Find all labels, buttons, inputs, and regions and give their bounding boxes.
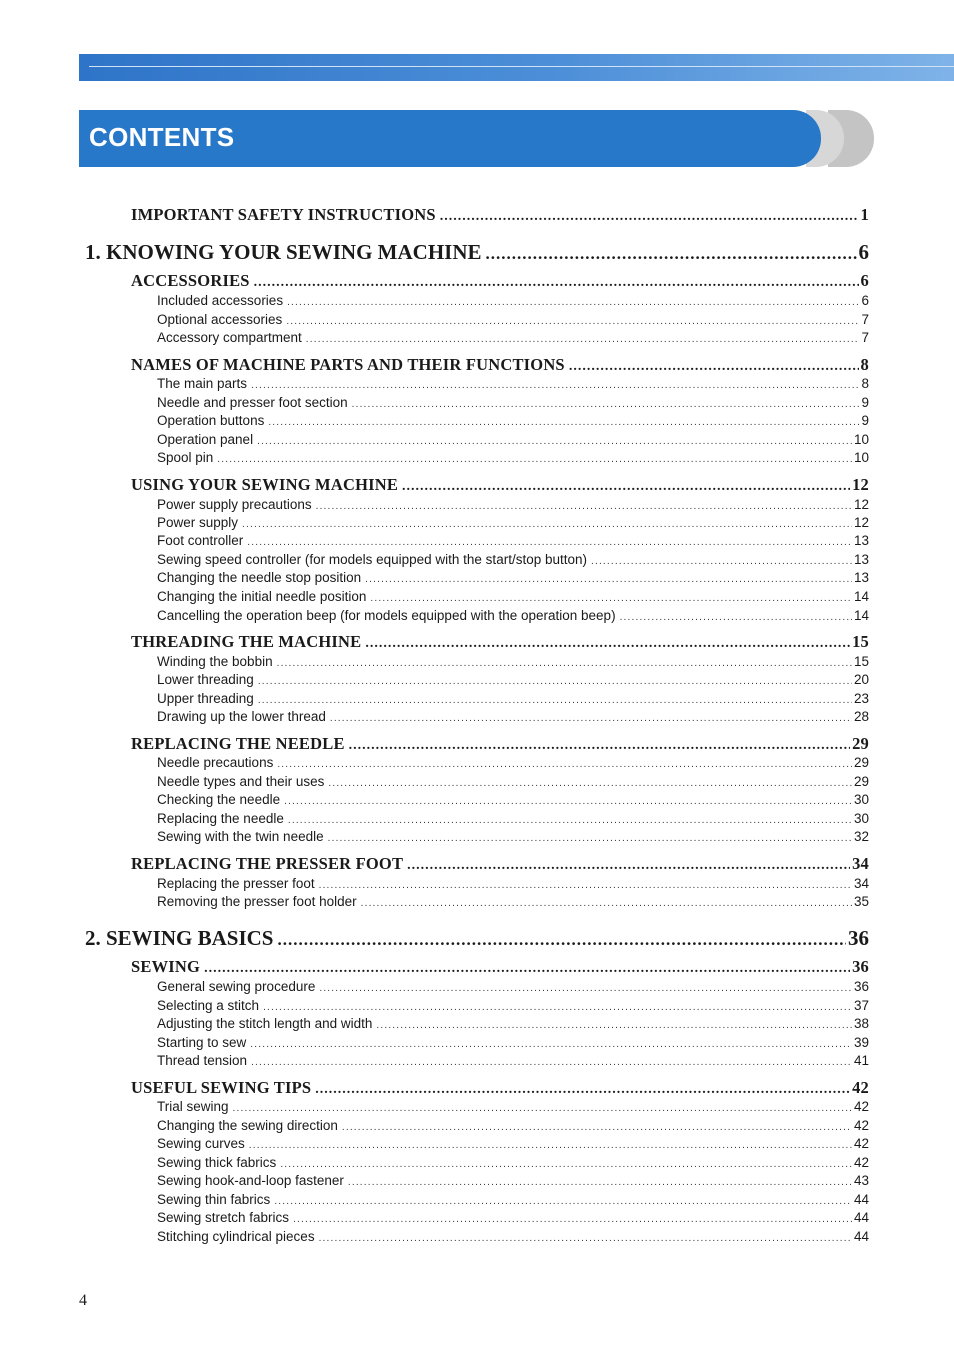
toc-entry-page: 42 <box>853 1118 869 1133</box>
dot-leader <box>287 297 859 308</box>
toc-entry-title: SEWING <box>131 957 201 976</box>
toc-entry-title: Operation buttons <box>157 413 265 428</box>
dot-leader <box>330 713 852 724</box>
toc-section[interactable] <box>131 957 869 978</box>
toc-entry-title: Starting to sew <box>157 1035 247 1050</box>
toc-entry-title: Adjusting the stitch length and width <box>157 1016 373 1031</box>
toc-item[interactable] <box>157 552 869 570</box>
toc-entry-page: 42 <box>853 1155 869 1170</box>
toc-entry-page: 12 <box>853 497 869 512</box>
dot-leader <box>250 1039 852 1050</box>
toc-entry-title: Needle precautions <box>157 755 274 770</box>
dot-leader <box>288 815 852 826</box>
toc-item[interactable] <box>157 293 869 311</box>
toc-entry-page: 28 <box>853 709 869 724</box>
dot-leader <box>365 636 850 652</box>
toc-section[interactable] <box>131 854 869 875</box>
toc-entry-title: 1. KNOWING YOUR SEWING MACHINE <box>85 240 482 264</box>
toc-entry-page: 14 <box>853 589 869 604</box>
toc-item[interactable] <box>157 691 869 709</box>
toc-item[interactable] <box>157 1210 869 1228</box>
toc-item[interactable] <box>157 774 869 792</box>
toc-entry-page: 29 <box>852 734 869 753</box>
toc-entry-page: 44 <box>853 1210 869 1225</box>
toc-entry-page: 30 <box>853 811 869 826</box>
dot-leader <box>316 501 852 512</box>
dot-leader <box>257 436 852 447</box>
toc-entry-title: Thread tension <box>157 1053 248 1068</box>
toc-entry-title: Sewing stretch fabrics <box>157 1210 290 1225</box>
toc-item[interactable] <box>157 1118 869 1136</box>
toc-entry-title: Sewing thick fabrics <box>157 1155 277 1170</box>
toc-entry-page: 12 <box>853 515 869 530</box>
toc-section[interactable] <box>131 1078 869 1099</box>
toc-item[interactable] <box>157 1016 869 1034</box>
dot-leader <box>328 833 852 844</box>
toc-entry-title: Removing the presser foot holder <box>157 894 357 909</box>
toc-item[interactable] <box>157 1229 869 1247</box>
toc-item[interactable] <box>157 1035 869 1053</box>
toc-entry-page: 20 <box>853 672 869 687</box>
toc-entry-page: 32 <box>853 829 869 844</box>
toc-entry-page: 14 <box>853 608 869 623</box>
toc-item[interactable] <box>157 589 869 607</box>
page-title: CONTENTS <box>89 122 235 152</box>
toc-entry-page: 8 <box>861 376 869 391</box>
toc-section[interactable] <box>131 632 869 653</box>
dot-leader <box>280 1159 852 1170</box>
toc-entry-title: Winding the bobbin <box>157 654 273 669</box>
toc-entry-page: 9 <box>861 413 869 428</box>
toc-item[interactable] <box>157 709 869 727</box>
toc-entry-page: 42 <box>853 1099 869 1114</box>
toc-entry-title: Power supply <box>157 515 239 530</box>
toc-item[interactable] <box>157 654 869 672</box>
toc-item[interactable] <box>157 1155 869 1173</box>
toc-item[interactable] <box>157 1136 869 1154</box>
dot-leader <box>284 796 852 807</box>
dot-leader <box>249 1140 852 1151</box>
dot-leader <box>402 479 850 495</box>
toc-entry-page: 41 <box>853 1053 869 1068</box>
dot-leader <box>620 612 852 623</box>
toc-entry-page: 15 <box>853 654 869 669</box>
toc-entry-page: 6 <box>858 240 869 264</box>
toc-entry-page: 34 <box>852 854 869 873</box>
dot-leader <box>342 1122 852 1133</box>
dot-leader <box>251 380 859 391</box>
toc-item[interactable] <box>157 376 869 394</box>
toc-entry-title: Replacing the needle <box>157 811 284 826</box>
toc-item[interactable] <box>157 1173 869 1191</box>
toc-entry-title: Replacing the presser foot <box>157 876 315 891</box>
dot-leader <box>277 930 846 950</box>
toc-entry-title: Included accessories <box>157 293 284 308</box>
toc-item[interactable] <box>157 312 869 330</box>
dot-leader <box>233 1103 852 1114</box>
toc-entry-page: 36 <box>853 979 869 994</box>
toc-entry-title: Needle and presser foot section <box>157 395 348 410</box>
toc-entry-page: 13 <box>853 533 869 548</box>
toc-item[interactable] <box>157 1192 869 1210</box>
toc-item[interactable] <box>157 450 869 468</box>
toc-entry-title: Stitching cylindrical pieces <box>157 1229 315 1244</box>
toc-entry-page: 1 <box>860 205 869 224</box>
toc-entry-title: REPLACING THE NEEDLE <box>131 734 345 753</box>
toc-entry-title: 2. SEWING BASICS <box>85 926 274 950</box>
dot-leader <box>293 1214 852 1225</box>
toc-entry-page: 10 <box>853 432 869 447</box>
toc-entry-page: 29 <box>853 774 869 789</box>
toc-entry-title: Changing the sewing direction <box>157 1118 338 1133</box>
dot-leader <box>569 359 859 375</box>
dot-leader <box>319 983 852 994</box>
toc-section[interactable] <box>131 475 869 496</box>
toc-entry-page: 7 <box>861 312 869 327</box>
toc-section[interactable] <box>131 355 869 376</box>
toc-item[interactable] <box>157 608 869 626</box>
dot-leader <box>319 880 852 891</box>
toc-item[interactable] <box>157 755 869 773</box>
toc-entry-page: 6 <box>861 293 869 308</box>
toc-entry-page: 37 <box>853 998 869 1013</box>
dot-leader <box>348 1177 852 1188</box>
dot-leader <box>440 209 859 225</box>
dot-leader <box>361 898 852 909</box>
dot-leader <box>376 1020 852 1031</box>
toc-entry-page: 6 <box>860 271 869 290</box>
toc-entry-page: 29 <box>853 755 869 770</box>
toc-entry-page: 13 <box>853 552 869 567</box>
toc-item[interactable] <box>157 979 869 997</box>
dot-leader <box>258 676 852 687</box>
toc-entry-title: USEFUL SEWING TIPS <box>131 1078 312 1097</box>
dot-leader <box>263 1002 852 1013</box>
toc-entry-title: Drawing up the lower thread <box>157 709 326 724</box>
toc-entry-page: 35 <box>853 894 869 909</box>
toc-entry-title: NAMES OF MACHINE PARTS AND THEIR FUNCTIONS <box>131 355 565 374</box>
dot-leader <box>242 519 852 530</box>
dot-leader <box>407 858 850 874</box>
dot-leader <box>591 556 852 567</box>
dot-leader <box>306 334 860 345</box>
toc-section[interactable] <box>131 271 869 292</box>
dot-leader <box>365 574 852 585</box>
dot-leader <box>268 417 859 428</box>
toc-entry-title: Sewing curves <box>157 1136 245 1151</box>
toc-entry-title: Lower threading <box>157 672 254 687</box>
toc-item[interactable] <box>157 570 869 588</box>
toc-chapter[interactable] <box>85 240 869 266</box>
dot-leader <box>217 454 852 465</box>
toc-entry-page: 34 <box>853 876 869 891</box>
toc-entry-title: Optional accessories <box>157 312 283 327</box>
toc-entry-title: Sewing hook-and-loop fastener <box>157 1173 344 1188</box>
toc-item[interactable] <box>157 1053 869 1071</box>
dot-leader <box>247 537 852 548</box>
toc-item[interactable] <box>157 533 869 551</box>
toc-section[interactable] <box>131 734 869 755</box>
toc-item[interactable] <box>157 998 869 1016</box>
toc-entry-title: Sewing speed controller (for models equipped with the start/stop button) <box>157 552 587 567</box>
toc-entry-title: Foot controller <box>157 533 244 548</box>
toc-entry-title: Changing the needle stop position <box>157 570 362 585</box>
dot-leader <box>328 778 852 789</box>
toc-entry-title: Checking the needle <box>157 792 281 807</box>
dot-leader <box>277 759 852 770</box>
toc-entry-title: Sewing with the twin needle <box>157 829 324 844</box>
toc-entry-title: Cancelling the operation beep (for models equipped with the operation beep) <box>157 608 616 623</box>
toc-entry-page: 44 <box>853 1229 869 1244</box>
dot-leader <box>251 1057 852 1068</box>
toc-item[interactable] <box>157 876 869 894</box>
dot-leader <box>349 738 850 754</box>
toc-item[interactable] <box>157 395 869 413</box>
toc-item[interactable] <box>157 1099 869 1117</box>
toc-entry-page: 10 <box>853 450 869 465</box>
toc-entry-page: 23 <box>853 691 869 706</box>
toc-entry-title: Changing the initial needle position <box>157 589 367 604</box>
dot-leader <box>258 695 852 706</box>
toc-entry-title: Operation panel <box>157 432 254 447</box>
toc-item[interactable] <box>157 829 869 847</box>
toc-entry-page: 36 <box>852 957 869 976</box>
page-number: 4 <box>79 1292 87 1309</box>
toc-chapter[interactable] <box>85 926 869 952</box>
toc-entry-title: REPLACING THE PRESSER FOOT <box>131 854 404 873</box>
dot-leader <box>277 658 852 669</box>
dot-leader <box>315 1082 850 1098</box>
toc-entry-title: ACCESSORIES <box>131 271 250 290</box>
toc-entry-page: 38 <box>853 1016 869 1031</box>
toc-entry-page: 30 <box>853 792 869 807</box>
toc-item[interactable] <box>157 515 869 533</box>
toc-entry-page: 9 <box>861 395 869 410</box>
toc-entry-title: Sewing thin fabrics <box>157 1192 271 1207</box>
toc-entry-title: IMPORTANT SAFETY INSTRUCTIONS <box>131 205 436 224</box>
toc-section[interactable] <box>131 205 869 226</box>
toc-entry-page: 8 <box>860 355 869 374</box>
toc-item[interactable] <box>157 811 869 829</box>
dot-leader <box>370 593 852 604</box>
toc-entry-title: Upper threading <box>157 691 254 706</box>
toc-entry-page: 36 <box>848 926 869 950</box>
toc-item[interactable] <box>157 432 869 450</box>
toc-entry-page: 12 <box>852 475 869 494</box>
toc-item[interactable] <box>157 413 869 431</box>
toc-entry-title: Trial sewing <box>157 1099 229 1114</box>
dot-leader <box>286 316 859 327</box>
dot-leader <box>204 961 850 977</box>
toc-entry-title: USING YOUR SEWING MACHINE <box>131 475 399 494</box>
toc-entry-title: General sewing procedure <box>157 979 316 994</box>
toc-entry-title: THREADING THE MACHINE <box>131 632 362 651</box>
dot-leader <box>352 399 860 410</box>
toc-item[interactable] <box>157 894 869 912</box>
toc-entry-title: The main parts <box>157 376 248 391</box>
toc-entry-title: Accessory compartment <box>157 330 302 345</box>
toc-entry-page: 42 <box>853 1136 869 1151</box>
toc-entry-page: 39 <box>853 1035 869 1050</box>
toc-item[interactable] <box>157 792 869 810</box>
toc-item[interactable] <box>157 672 869 690</box>
dot-leader <box>254 275 859 291</box>
dot-leader <box>319 1233 852 1244</box>
toc-entry-page: 7 <box>861 330 869 345</box>
toc-entry-page: 13 <box>853 570 869 585</box>
toc-entry-title: Power supply precautions <box>157 497 312 512</box>
toc-entry-page: 44 <box>853 1192 869 1207</box>
toc-entry-title: Needle types and their uses <box>157 774 325 789</box>
dot-leader <box>274 1196 852 1207</box>
toc-entry-page: 43 <box>853 1173 869 1188</box>
toc-entry-page: 15 <box>852 632 869 651</box>
toc-entry-title: Spool pin <box>157 450 214 465</box>
toc-entry-title: Selecting a stitch <box>157 998 260 1013</box>
toc-item[interactable] <box>157 497 869 515</box>
toc-item[interactable] <box>157 330 869 348</box>
dot-leader <box>486 244 857 264</box>
toc-entry-page: 42 <box>852 1078 869 1097</box>
